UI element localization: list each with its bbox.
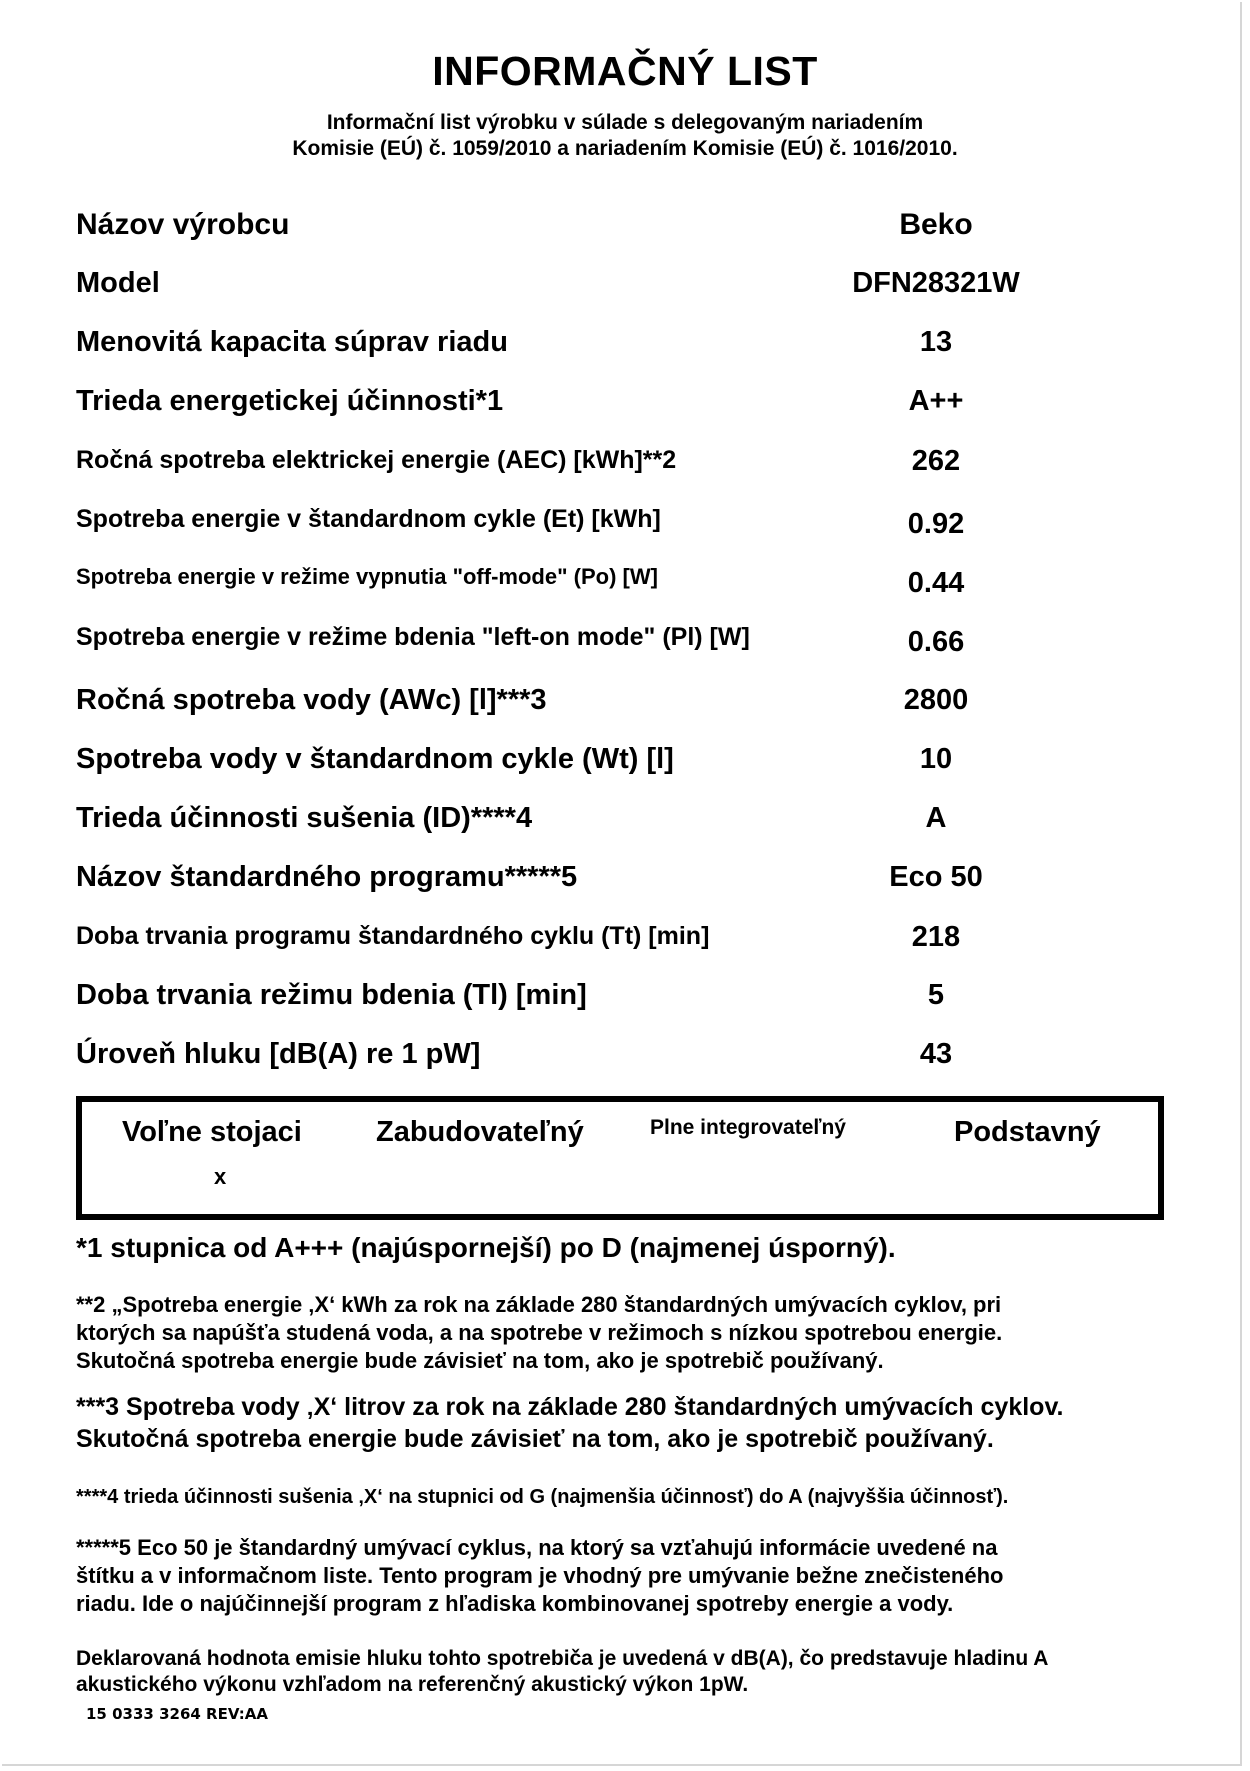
note-3 <box>76 1391 1186 1455</box>
note-2 <box>76 1291 1186 1375</box>
noise-declaration <box>76 1646 1186 1698</box>
spec-label: Menovitá kapacita súprav riadu <box>76 326 508 358</box>
spec-label: Názov výrobcu <box>76 208 290 241</box>
fully-integrated-label: Plne integrovateľný <box>650 1116 846 1139</box>
spec-label: Spotreba vody v štandardnom cykle (Wt) [l] <box>76 743 674 775</box>
spec-row-cycle-energy <box>76 505 1086 545</box>
subtitle-line-1: Informační list výrobku v súlade s delegovaným nariadením <box>326 111 924 134</box>
installation-type-box <box>76 1096 1164 1220</box>
spec-value: A <box>925 802 947 834</box>
spec-value: 5 <box>927 979 945 1011</box>
spec-row-capacity <box>76 326 1086 366</box>
note-1: *1 stupnica od A+++ (najúspornejší) po D (najmenej úsporný). <box>76 1232 896 1263</box>
spec-row-annual-energy <box>76 446 1086 486</box>
note-2-line: Skutočná spotreba energie bude závisieť na tom, ako je spotrebič používaný. <box>76 1348 884 1373</box>
spec-label: Názov štandardného programu*****5 <box>76 861 578 893</box>
note-2-line: **2 „Spotreba energie ‚X‘ kWh za rok na základe 280 štandardných umývacích cyklov, pri <box>76 1292 1002 1317</box>
document-code: 15 0333 3264 REV:AA <box>86 1705 268 1723</box>
spec-row-manufacturer <box>76 208 1086 248</box>
spec-value: 0.92 <box>907 508 965 540</box>
spec-value: 0.44 <box>907 567 965 599</box>
subtitle-line-2: Komisie (EÚ) č. 1059/2010 a nariadením Komisie (EÚ) č. 1016/2010. <box>292 137 958 160</box>
note-2-line: ktorých sa napúšťa studená voda, a na spotrebe v režimoch s nízkou spotrebou energie. <box>76 1320 1003 1345</box>
spec-value: 10 <box>919 743 953 775</box>
freestanding-mark: x <box>214 1164 227 1189</box>
spec-label: Trieda účinnosti sušenia (ID)****4 <box>76 802 533 834</box>
spec-row-cycle-water <box>76 743 1086 783</box>
spec-value: Beko <box>899 208 973 241</box>
spec-value: A++ <box>908 385 964 417</box>
spec-row-off-mode <box>76 564 1086 604</box>
spec-row-program-duration <box>76 922 1086 962</box>
spec-row-model <box>76 267 1086 307</box>
note-5-line: *****5 Eco 50 je štandardný umývací cyklus, na ktorý sa vzťahujú informácie uvedené na <box>76 1535 998 1560</box>
spec-value: 262 <box>911 445 961 477</box>
spec-label: Spotreba energie v štandardnom cykle (Et) [kWh] <box>76 505 661 533</box>
spec-label: Model <box>76 267 160 299</box>
spec-label: Spotreba energie v režime bdenia "left-on mode" (Pl) [W] <box>76 623 750 651</box>
spec-label: Úroveň hluku [dB(A) re 1 pW] <box>76 1038 481 1070</box>
spec-value: DFN28321W <box>852 267 1020 299</box>
note-5-line: riadu. Ide o najúčinnejší program z hľadiska kombinovanej spotreby energie a vody. <box>76 1591 954 1616</box>
spec-value: 218 <box>911 921 961 953</box>
spec-label: Doba trvania programu štandardného cyklu (Tt) [min] <box>76 922 710 950</box>
spec-label: Doba trvania režimu bdenia (Tl) [min] <box>76 979 587 1011</box>
spec-row-drying-class <box>76 802 1086 842</box>
note-4: ****4 trieda účinnosti sušenia ‚X‘ na stupnici od G (najmenšia účinnosť) do A (najvyššia účinnosť). <box>76 1486 1009 1508</box>
noise-declaration-line: Deklarovaná hodnota emisie hluku tohto spotrebiča je uvedená v dB(A), čo predstavuje hladinu A <box>76 1647 1049 1670</box>
spec-label: Spotreba energie v režime vypnutia "off-mode" (Po) [W] <box>76 564 658 589</box>
spec-value: 43 <box>919 1038 953 1070</box>
spec-value: 2800 <box>903 684 969 716</box>
spec-row-noise-level <box>76 1038 1086 1078</box>
page-subtitle <box>0 110 1250 162</box>
built-in-label: Zabudovateľný <box>376 1116 584 1148</box>
note-3-line: ***3 Spotreba vody ‚X‘ litrov za rok na základe 280 štandardných umývacích cyklov. <box>76 1393 1064 1421</box>
spec-row-standard-program <box>76 861 1086 901</box>
note-3-line: Skutočná spotreba energie bude závisieť na tom, ako je spotrebič používaný. <box>76 1425 994 1453</box>
spec-label: Ročná spotreba vody (AWc) [l]***3 <box>76 684 547 716</box>
spec-label: Trieda energetickej účinnosti*1 <box>76 385 504 417</box>
note-5 <box>76 1534 1186 1618</box>
note-5-line: štítku a v informačnom liste. Tento program je vhodný pre umývanie bežne znečisteného <box>76 1563 1004 1588</box>
spec-row-annual-water <box>76 684 1086 724</box>
spec-value: 0.66 <box>907 626 965 658</box>
page-title: INFORMAČNÝ LIST <box>432 48 818 94</box>
spec-row-left-on-mode <box>76 623 1086 663</box>
spec-value: Eco 50 <box>889 861 983 893</box>
spec-row-energy-class <box>76 385 1086 425</box>
under-counter-label: Podstavný <box>954 1116 1101 1148</box>
spec-value: 13 <box>919 326 953 358</box>
spec-label: Ročná spotreba elektrickej energie (AEC) [kWh]**2 <box>76 446 677 474</box>
spec-row-left-on-duration <box>76 979 1086 1019</box>
freestanding-label: Voľne stojaci <box>122 1116 302 1148</box>
noise-declaration-line: akustického výkonu vzhľadom na referenčný akustický výkon 1pW. <box>76 1673 749 1696</box>
